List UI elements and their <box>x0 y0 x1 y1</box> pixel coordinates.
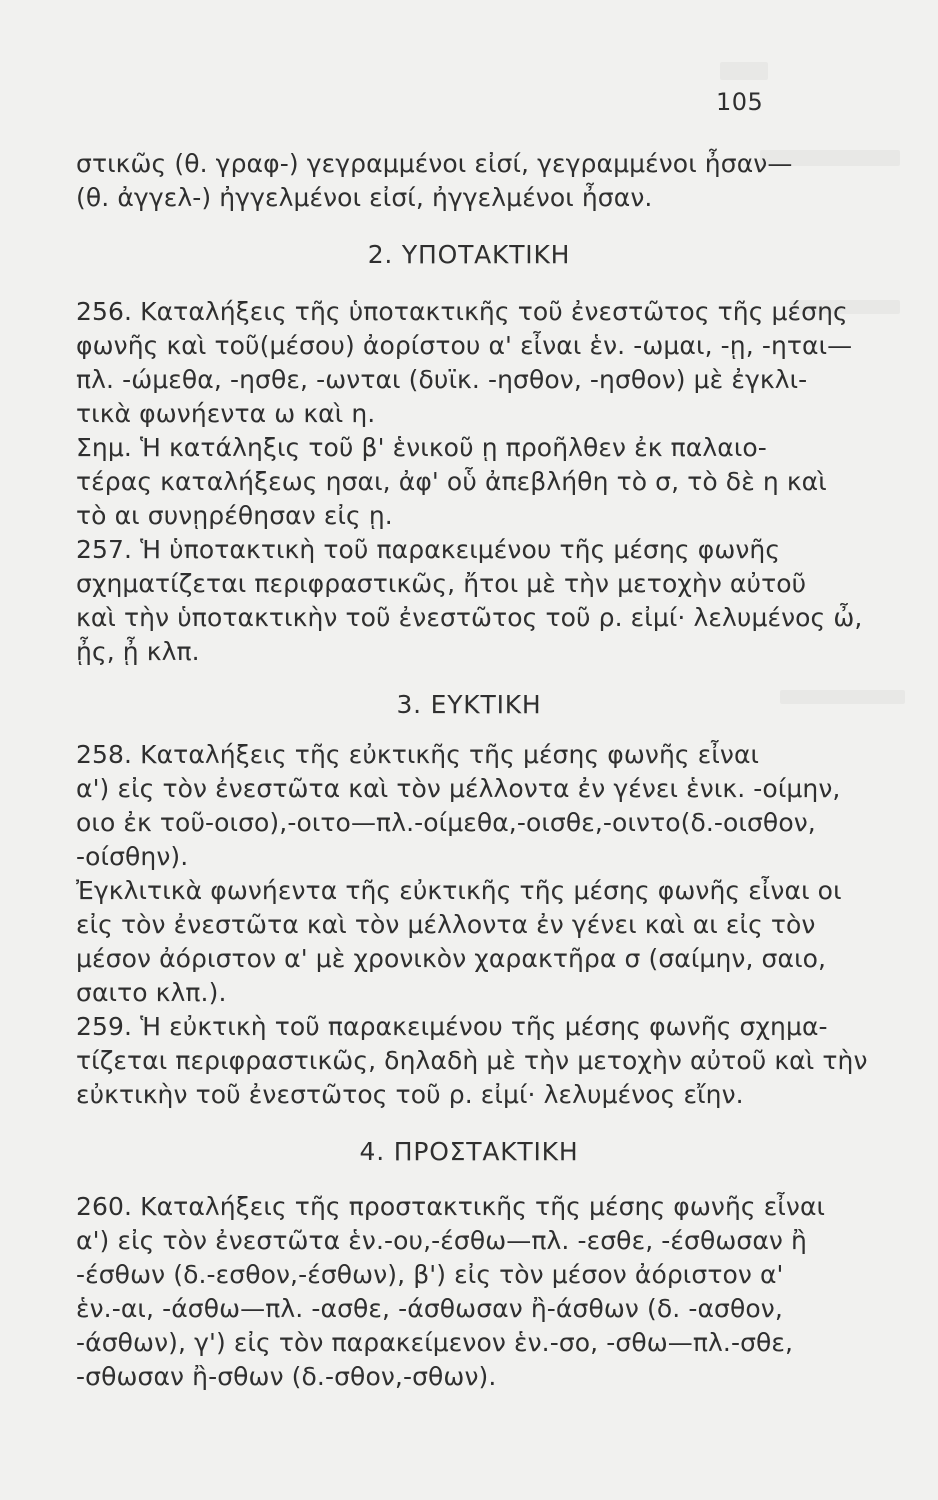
text-line: τὸ αι συνῃρέθησαν εἰς ῃ. <box>76 501 393 530</box>
section-heading: 2. ΥΠΟΤΑΚΤΙΚΗ <box>367 240 571 269</box>
text-line: -οίσθην). <box>76 842 189 871</box>
text-line: πλ. -ώμεθα, -ησθε, -ωνται (δυϊκ. -ησθον, -ησθον) μὲ ἐγκλι- <box>76 365 808 394</box>
text-line: στικῶς (θ. γραφ-) γεγραμμένοι εἰσί, γεγραμμένοι ἦσαν— <box>76 149 793 178</box>
text-line: μέσον ἀόριστον α' μὲ χρονικὸν χαρακτῆρα σ (σαίμην, σαιο, <box>76 944 827 973</box>
text-line: τέρας καταλήξεως ησαι, ἀφ' οὗ ἀπεβλήθη τὸ σ, τὸ δὲ η καὶ <box>76 467 827 496</box>
page-number: 105 <box>716 88 764 116</box>
text-line: ᾖς, ᾖ κλπ. <box>76 637 200 666</box>
text-line: καὶ τὴν ὑποτακτικὴν τοῦ ἐνεστῶτος τοῦ ρ. εἰμί· λελυμένος ὦ, <box>76 603 863 632</box>
text-line: οιο ἐκ τοῦ-οισο),-οιτο—πλ.-οίμεθα,-οισθε,-οιντο(δ.-οισθον, <box>76 808 816 837</box>
text-line: α') εἰς τὸν ἐνεστῶτα καὶ τὸν μέλλοντα ἐν γένει ἑνικ. -οίμην, <box>76 774 841 803</box>
text-line: -άσθων), γ') εἰς τὸν παρακείμενον ἑν.-σο, -σθω—πλ.-σθε, <box>76 1328 794 1357</box>
section-heading: 4. ΠΡΟΣΤΑΚΤΙΚΗ <box>359 1137 579 1166</box>
text-line: 260. Καταλήξεις τῆς προστακτικῆς τῆς μέσης φωνῆς εἶναι <box>76 1192 826 1221</box>
text-line: εὐκτικὴν τοῦ ἐνεστῶτος τοῦ ρ. εἰμί· λελυμένος εἴην. <box>76 1080 744 1109</box>
text-line: ἑν.-αι, -άσθω—πλ. -ασθε, -άσθωσαν ἢ-άσθων (δ. -ασθον, <box>76 1294 783 1323</box>
text-line: εἰς τὸν ἐνεστῶτα καὶ τὸν μέλλοντα ἐν γένει καὶ αι εἰς τὸν <box>76 910 816 939</box>
section-heading: 3. ΕΥΚΤΙΚΗ <box>396 690 542 719</box>
text-line: Ἐγκλιτικὰ φωνήεντα τῆς εὐκτικῆς τῆς μέσης φωνῆς εἶναι οι <box>76 876 842 905</box>
show-through-mark <box>720 62 768 80</box>
text-line: σαιτο κλπ.). <box>76 978 227 1007</box>
text-line: Σημ. Ἡ κατάληξις τοῦ β' ἑνικοῦ ῃ προῆλθεν ἐκ παλαιο- <box>76 433 767 462</box>
text-line: -έσθων (δ.-εσθον,-έσθων), β') εἰς τὸν μέσον ἀόριστον α' <box>76 1260 784 1289</box>
text-line: 258. Καταλήξεις τῆς εὐκτικῆς τῆς μέσης φωνῆς εἶναι <box>76 740 760 769</box>
text-line: τίζεται περιφραστικῶς, δηλαδὴ μὲ τὴν μετοχὴν αὐτοῦ καὶ τὴν <box>76 1046 868 1075</box>
text-line: φωνῆς καὶ τοῦ(μέσου) ἀορίστου α' εἶναι ἑν. -ωμαι, -ῃ, -ηται— <box>76 331 853 360</box>
text-line: 257. Ἡ ὑποτακτικὴ τοῦ παρακειμένου τῆς μέσης φωνῆς <box>76 535 781 564</box>
text-line: α') εἰς τὸν ἐνεστῶτα ἑν.-ου,-έσθω—πλ. -εσθε, -έσθωσαν ἢ <box>76 1226 807 1255</box>
text-line: 256. Καταλήξεις τῆς ὑποτακτικῆς τοῦ ἐνεστῶτος τῆς μέσης <box>76 297 848 326</box>
text-line: (θ. ἀγγελ-) ἠγγελμένοι εἰσί, ἠγγελμένοι ἦσαν. <box>76 183 653 212</box>
text-line: -σθωσαν ἢ-σθων (δ.-σθον,-σθων). <box>76 1362 497 1391</box>
text-line: 259. Ἡ εὐκτικὴ τοῦ παρακειμένου τῆς μέσης φωνῆς σχημα- <box>76 1012 828 1041</box>
text-line: τικὰ φωνήεντα ω καὶ η. <box>76 399 376 428</box>
text-line: σχηματίζεται περιφραστικῶς, ἤτοι μὲ τὴν μετοχὴν αὐτοῦ <box>76 569 807 598</box>
